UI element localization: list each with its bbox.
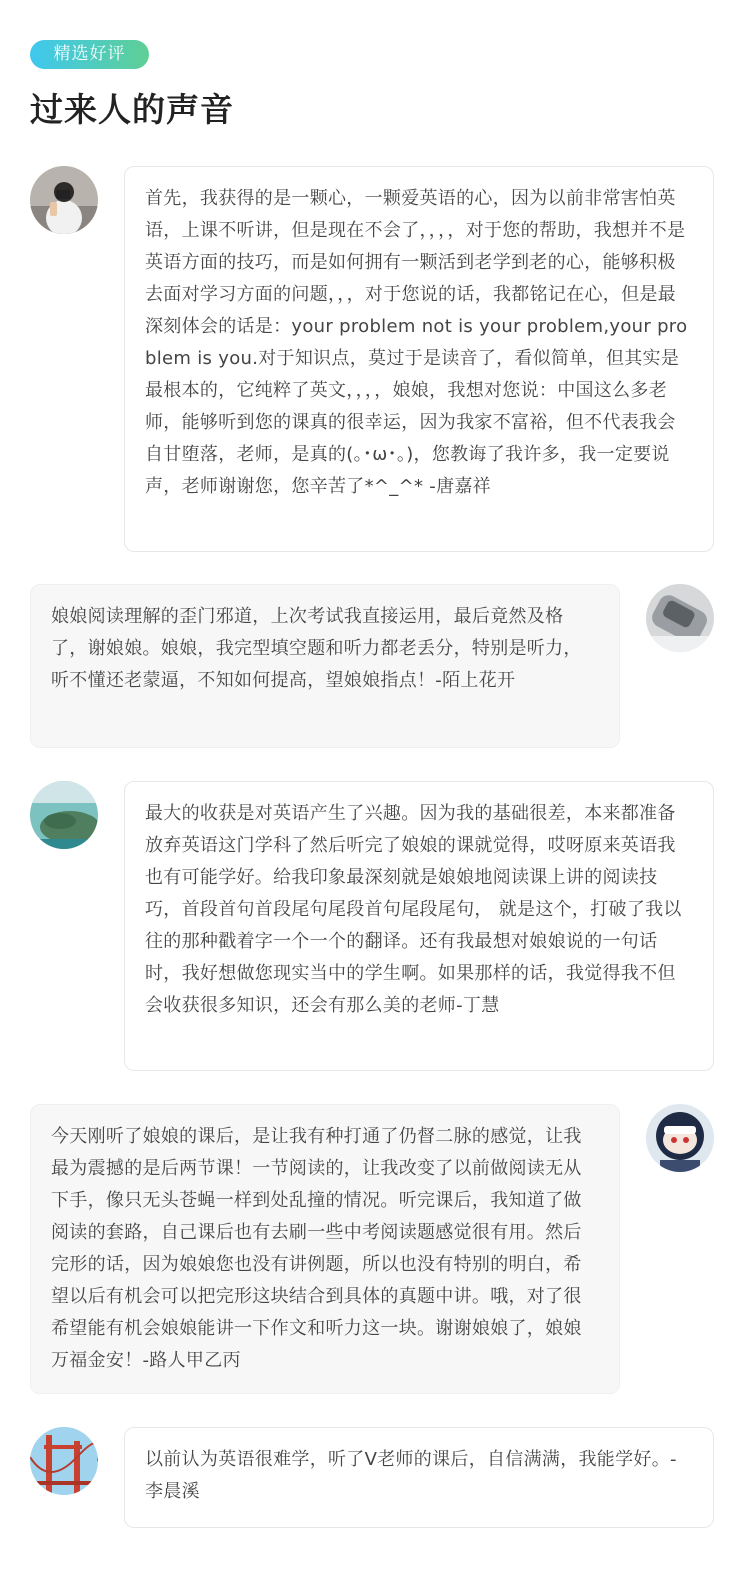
avatar-bridge-photo-icon [30, 1427, 98, 1495]
review-bubble-3: 最大的收获是对英语产生了兴趣。因为我的基础很差，本来都准备放弃英语这门学科了然后听完了娘娘的课就觉得，哎呀原来英语我也有可能学好。给我印象最深刻就是娘娘地阅读课上讲的阅读技巧，首段首句首段尾句尾段首句尾段尾句， 就是这个，打破了我以往的那种戳着字一个一个的翻译。还有我最想对娘娘说的一句话时，我好想做您现实当中的学生啊。如果那样的话，我觉得我不但会收获很多知识，还会有那么美的老师-丁慧 [124, 781, 714, 1071]
avatar-island-photo-icon [30, 781, 98, 849]
review-bubble-5: 以前认为英语很难学，听了V老师的课后，自信满满，我能学好。-李晨溪 [124, 1427, 714, 1528]
featured-reviews-tag: 精选好评 [30, 40, 149, 69]
reviewer-avatar-1 [30, 166, 98, 234]
page-title: 过来人的声音 [30, 90, 234, 129]
reviewer-avatar-4 [646, 1104, 714, 1172]
avatar-anime-photo-icon [646, 1104, 714, 1172]
reviewer-avatar-3 [30, 781, 98, 849]
review-bubble-4: 今天刚听了娘娘的课后，是让我有种打通了仍督二脉的感觉，让我最为震撼的是后两节课！一节阅读的，让我改变了以前做阅读无从下手，像只无头苍蝇一样到处乱撞的情况。听完课后，我知道了做阅读的套路，自己课后也有去刷一些中考阅读题感觉很有用。然后完形的话，因为娘娘您也没有讲例题，所以也没有特别的明白，希望以后有机会可以把完形这块结合到具体的真题中讲。哦，对了很希望能有机会娘娘能讲一下作文和听力这一块。谢谢娘娘了，娘娘万福金安！-路人甲乙丙 [30, 1104, 620, 1394]
reviewer-avatar-5 [30, 1427, 98, 1495]
avatar-car-photo-icon [646, 584, 714, 652]
review-bubble-1: 首先，我获得的是一颗心，一颗爱英语的心，因为以前非常害怕英语，上课不听讲，但是现在不会了，，，，对于您的帮助，我想并不是英语方面的技巧，而是如何拥有一颗活到老学到老的心，能够积极去面对学习方面的问题，，，对于您说的话，我都铭记在心，但是最深刻体会的话是：your problem not is your problem,your problem is you.对于知识点，莫过于是读音了，看似简单，但其实是最根本的，它纯粹了英文，，，，娘娘，我想对您说：中国这么多老师，能够听到您的课真的很幸运，因为我家不富裕，但不代表我会自甘堕落，老师，是真的(｡･ω･｡)，您教诲了我许多，我一定要说声，老师谢谢您，您辛苦了*^_^* -唐嘉祥 [124, 166, 714, 552]
reviewer-avatar-2 [646, 584, 714, 652]
avatar-selfie-photo-icon [30, 166, 98, 234]
review-bubble-2: 娘娘阅读理解的歪门邪道，上次考试我直接运用，最后竟然及格了，谢娘娘。娘娘，我完型填空题和听力都老丢分，特别是听力，听不懂还老蒙逼，不知如何提高，望娘娘指点！-陌上花开 [30, 584, 620, 748]
